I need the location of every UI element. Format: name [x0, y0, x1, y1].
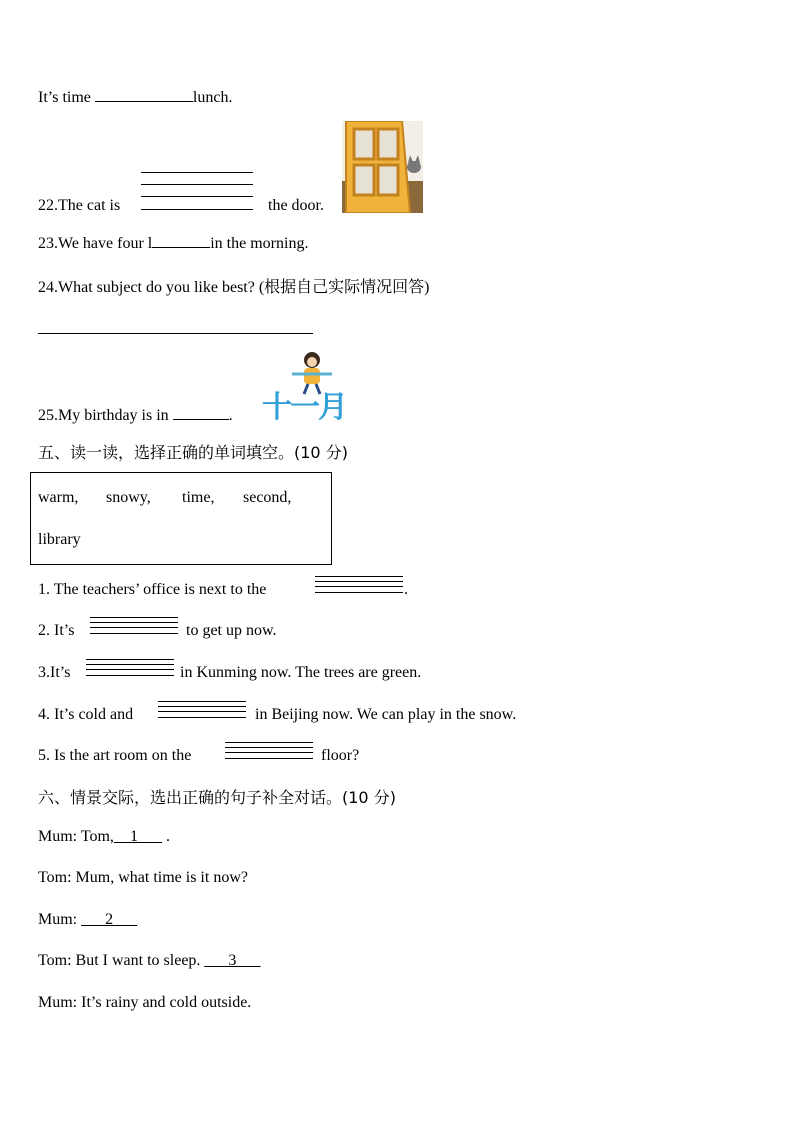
dialogue-text: Mum: Tom,: [38, 828, 114, 845]
fill-item-5-suffix: floor?: [321, 747, 360, 764]
answer-line[interactable]: [38, 333, 313, 334]
fill-item-2-prefix: 2. It’s: [38, 622, 75, 639]
question-24: 24.What subject do you like best? (根据自己实际情况回答): [38, 279, 430, 296]
four-line-answer-grid[interactable]: [86, 659, 174, 677]
answer-blank[interactable]: [95, 87, 193, 102]
fill-item-4-suffix: in Beijing now. We can play in the snow.: [255, 706, 517, 723]
four-line-answer-grid[interactable]: [141, 172, 253, 212]
question-25-prefix: 25.My birthday is in: [38, 407, 169, 424]
fill-item-3-prefix: 3.It’s: [38, 664, 71, 681]
four-line-answer-grid[interactable]: [315, 576, 403, 594]
cat-behind-door-image: [342, 121, 423, 213]
dialogue-text: Tom: Mum, what time is it now?: [38, 869, 248, 886]
question-25-suffix: .: [228, 407, 233, 424]
section-6-heading: 六、情景交际，选出正确的句子补全对话。(10 分): [38, 788, 396, 807]
dialogue-line: [38, 952, 260, 970]
word-bank-box: [30, 472, 332, 565]
dialogue-blank[interactable]: __1___: [113, 828, 162, 845]
dialogue-text: Mum: It’s rainy and cold outside.: [38, 994, 252, 1011]
four-line-answer-grid[interactable]: [158, 701, 246, 719]
fill-item-2-suffix: to get up now.: [186, 622, 277, 639]
word-bank-item: snowy,: [106, 489, 151, 506]
four-line-answer-grid[interactable]: [225, 742, 313, 760]
word-bank-item: second,: [243, 489, 292, 506]
dialogue-line: [38, 994, 251, 1012]
dialogue-text: Mum:: [38, 911, 82, 928]
word-bank-item: time,: [182, 489, 215, 506]
answer-blank[interactable]: [173, 405, 229, 420]
word-bank-item: warm,: [38, 489, 79, 506]
dialogue-blank[interactable]: ___3___: [204, 952, 261, 969]
november-image: [262, 348, 358, 425]
four-line-answer-grid[interactable]: [90, 617, 178, 635]
dialogue-line: [38, 911, 137, 929]
question-25: [38, 405, 233, 425]
question-21: [38, 87, 232, 107]
question-23: [38, 233, 308, 253]
dialogue-text: Tom: But I want to sleep.: [38, 952, 205, 969]
question-22-suffix: the door.: [268, 197, 324, 214]
fill-item-1-prefix: 1. The teachers’ office is next to the: [38, 581, 267, 598]
answer-blank[interactable]: [152, 233, 210, 248]
dialogue-line: [38, 869, 248, 887]
fill-item-3-suffix: in Kunming now. The trees are green.: [180, 664, 422, 681]
question-21-prefix: It’s time: [38, 89, 91, 106]
fill-item-4-prefix: 4. It’s cold and: [38, 706, 134, 723]
dialogue-text: .: [161, 828, 170, 845]
question-23-suffix: in the morning.: [210, 235, 309, 252]
question-22-prefix: 22.The cat is: [38, 197, 121, 214]
question-23-prefix: 23.We have four l: [38, 235, 153, 252]
fill-item-5-prefix: 5. Is the art room on the: [38, 747, 192, 764]
section-5-heading: 五、读一读，选择正确的单词填空。(10 分): [38, 443, 348, 462]
question-21-suffix: lunch.: [192, 89, 233, 106]
november-image-text: 十一月: [262, 390, 346, 425]
dialogue-line: [38, 828, 170, 846]
word-bank-item: library: [38, 531, 81, 548]
fill-item-1-suffix: .: [404, 581, 408, 598]
dialogue-blank[interactable]: ___2___: [81, 911, 138, 928]
